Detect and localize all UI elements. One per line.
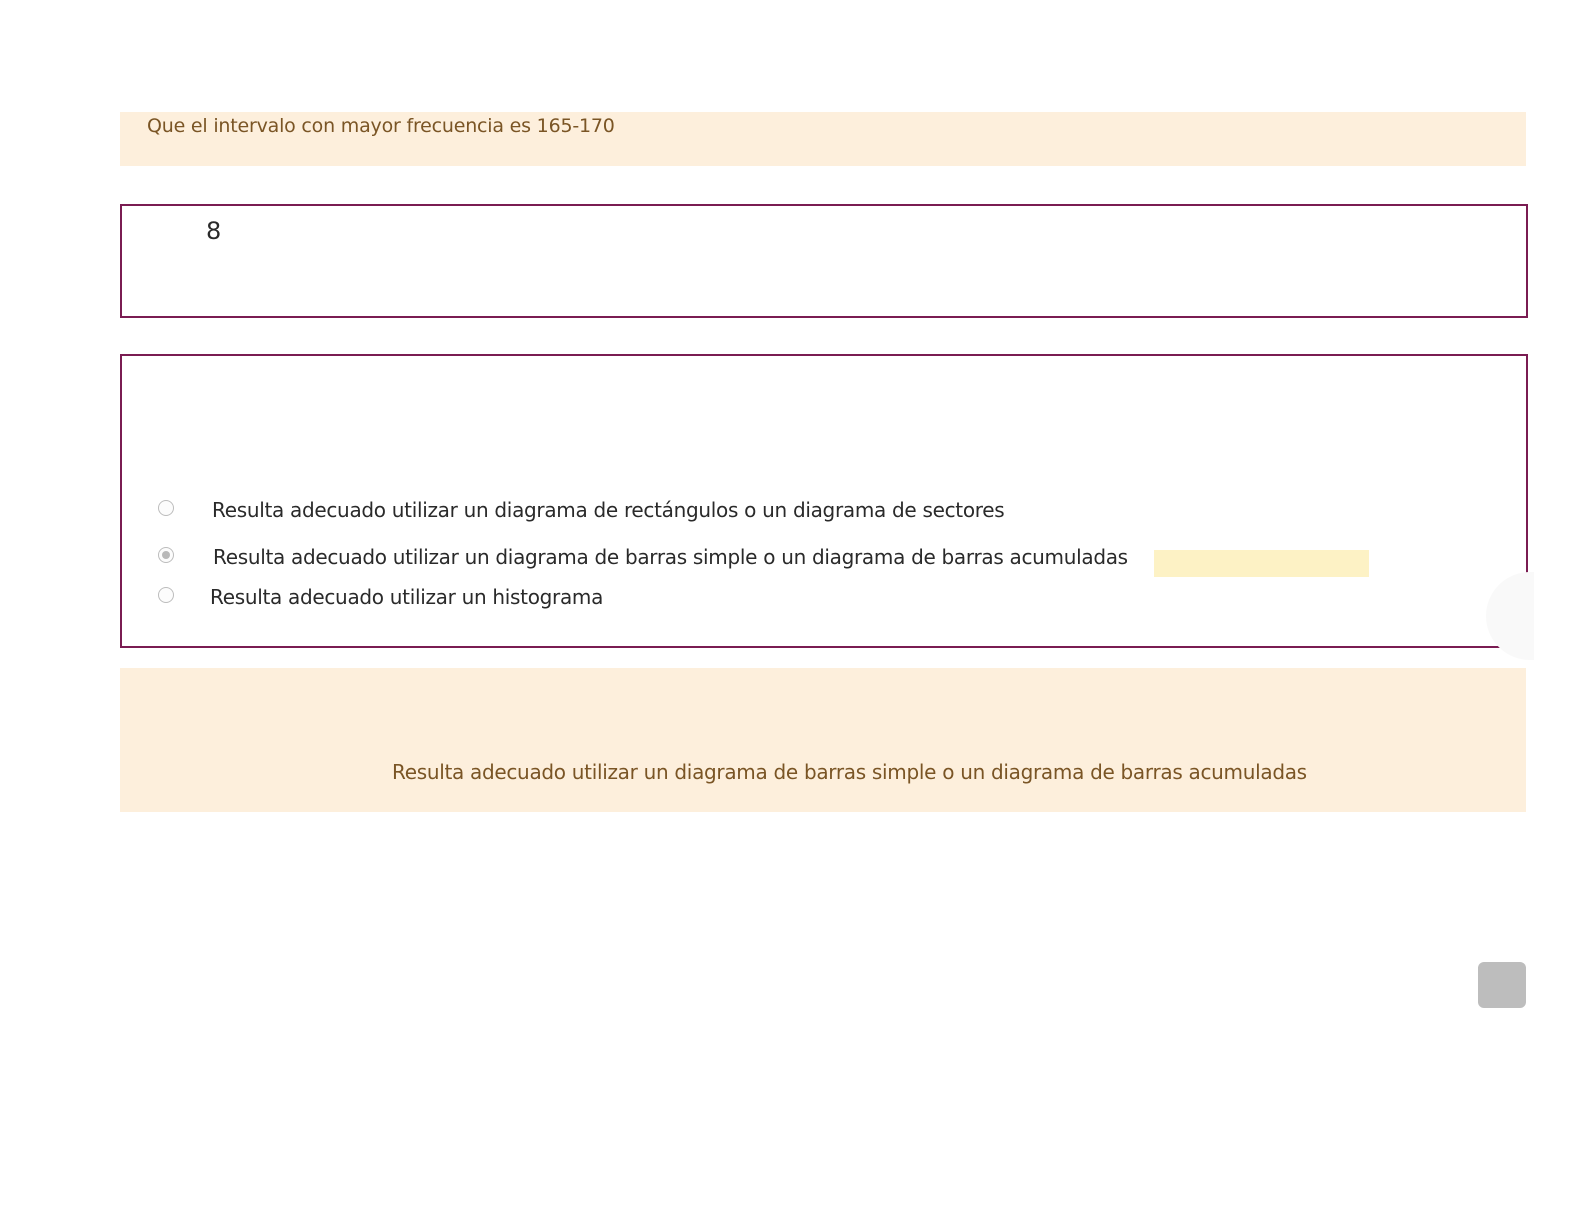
previous-feedback-panel bbox=[120, 112, 1526, 166]
option-3-label[interactable]: Resulta adecuado utilizar un histograma bbox=[210, 585, 604, 609]
option-1-label[interactable]: Resulta adecuado utilizar un diagrama de rectángulos o un diagrama de sectores bbox=[212, 498, 1005, 522]
answer-feedback-text: Resulta adecuado utilizar un diagrama de barras simple o un diagrama de barras acumuladas bbox=[392, 760, 1307, 784]
radio-option-1[interactable] bbox=[158, 500, 174, 516]
question-number: 8 bbox=[206, 217, 222, 245]
option-2-label[interactable]: Resulta adecuado utilizar un diagrama de barras simple o un diagrama de barras acumuladas bbox=[213, 545, 1128, 569]
question-card bbox=[120, 204, 1528, 318]
answer-feedback-panel bbox=[120, 668, 1526, 812]
options-card bbox=[120, 354, 1528, 648]
selection-highlight bbox=[1154, 550, 1369, 577]
previous-feedback-text: Que el intervalo con mayor frecuencia es 165-170 bbox=[147, 115, 615, 137]
radio-option-3[interactable] bbox=[158, 587, 174, 603]
scroll-top-button[interactable] bbox=[1478, 962, 1526, 1008]
radio-option-2[interactable] bbox=[158, 547, 174, 563]
